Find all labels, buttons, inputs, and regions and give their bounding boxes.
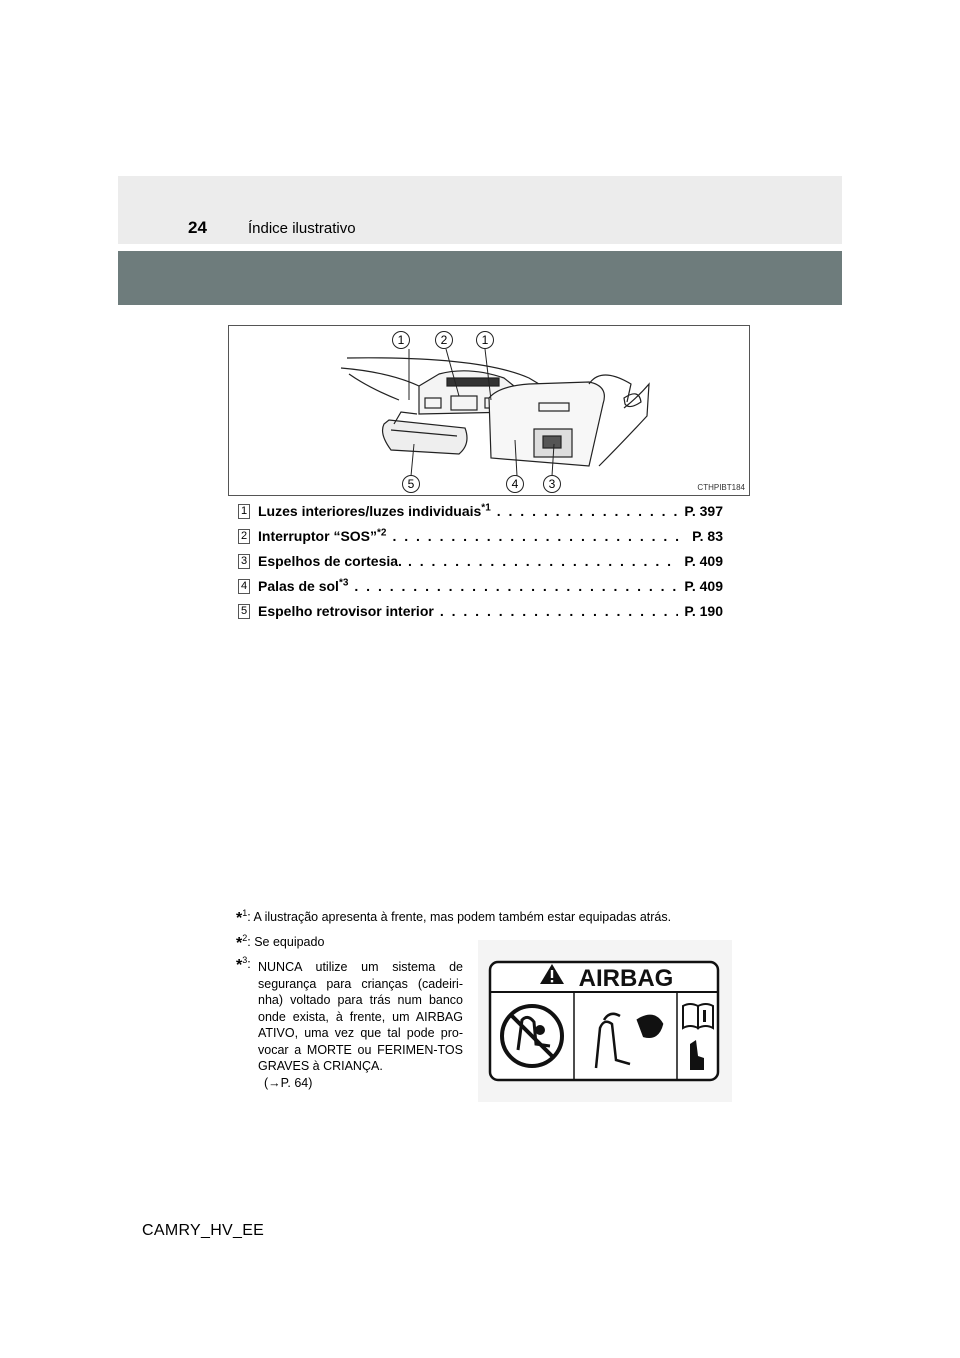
item-page-ref: P. 409 (684, 578, 723, 594)
dot-leader (497, 503, 679, 519)
item-label: Espelhos de cortesia. (258, 553, 402, 569)
item-sup: *2 (377, 527, 387, 539)
header-band (118, 176, 842, 244)
item-number: 1 (238, 504, 250, 519)
item-label: Interruptor “SOS”$^{*2}$ (258, 527, 387, 544)
item-page-ref: P. 409 (684, 553, 723, 569)
footnote-3-text: NUNCA utilize um sistema de segurança para crianças (cadeiri-nha) voltado para trás num banco onde exista, à frente, um AIRBAG ATIVO, uma vez que tal pode pro-vocar a MORTE ou FERIMEN-TOS GRAVES à CRIANÇA. (→P. 64) (258, 960, 463, 1090)
list-item (238, 600, 723, 622)
item-number: 2 (238, 529, 250, 544)
item-sup: *1 (481, 502, 491, 514)
item-label: Espelho retrovisor interior (258, 603, 434, 619)
dot-leader (392, 528, 686, 544)
callout-label: 3 (548, 477, 556, 491)
item-sup: *3 (338, 577, 349, 589)
item-page-ref: P. 397 (684, 503, 723, 519)
footnote-3-ref: (→P. 64) (264, 1075, 313, 1090)
dot-leader (440, 603, 679, 619)
footnote-2: *$^2$: Se equipado (236, 933, 325, 953)
section-banner (118, 251, 842, 305)
asterisk-icon: * (236, 935, 243, 953)
footer-model-code: CAMRY_HV_EE (142, 1222, 265, 1239)
airbag-warning-graphic (478, 940, 732, 1102)
callout-label: 2 (440, 333, 448, 347)
list-item (238, 525, 723, 547)
dot-leader (354, 578, 678, 594)
section-title: Índice ilustrativo (248, 220, 356, 237)
page-number: 24 (188, 218, 207, 237)
item-number: 5 (238, 604, 250, 619)
list-item (238, 500, 723, 522)
overhead-console-drawing (229, 326, 749, 495)
list-item (238, 575, 723, 597)
item-label: Luzes interiores/luzes individuais$^{*1}$ (258, 502, 491, 519)
list-item (238, 550, 723, 572)
item-page-ref: P. 83 (692, 528, 723, 544)
item-number: 4 (238, 579, 250, 594)
item-page-ref: P. 190 (684, 603, 723, 619)
airbag-title: AIRBAG (578, 965, 674, 992)
airbag-warning-label (478, 940, 732, 1102)
dot-leader (408, 553, 678, 569)
illustration-code: CTHPIBT184 (697, 483, 745, 492)
item-label: Palas de sol$^{*3}$ (258, 577, 349, 594)
callout-label: 5 (407, 477, 415, 491)
asterisk-icon: * (236, 957, 243, 975)
interior-illustration (228, 325, 750, 496)
asterisk-icon: * (236, 910, 243, 928)
callout-label: 1 (397, 333, 405, 347)
item-number: 3 (238, 554, 250, 569)
callout-label: 1 (481, 333, 489, 347)
callout-label: 4 (511, 477, 519, 491)
footnote-1: *$^1$: A ilustração apresenta à frente, mas podem também estar equipadas atrás. (236, 908, 672, 928)
